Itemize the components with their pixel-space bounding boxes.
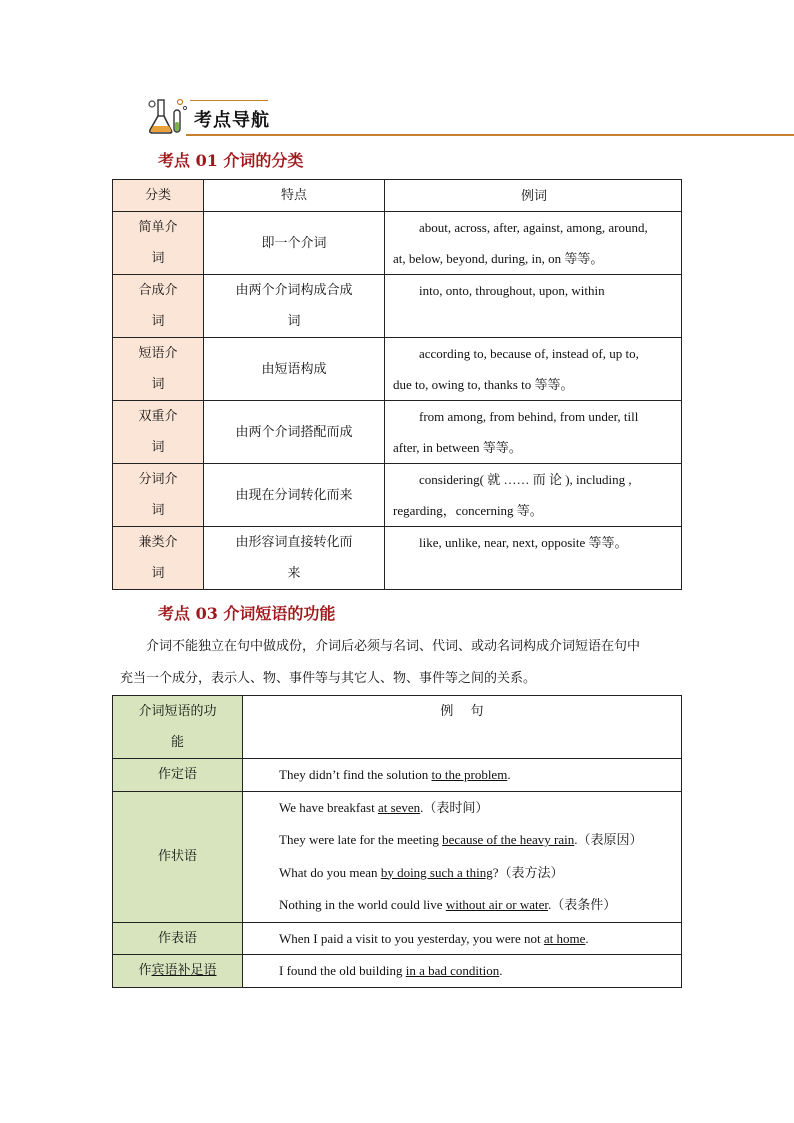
lab-flask-icon [146, 96, 190, 136]
example-sentence: They were late for the meeting because of the heavy rain.（表原因） [279, 832, 643, 848]
intro-line: 介词不能独立在句中做成份，介词后必须与名词、代词、或动名词构成介词短语在句中 [146, 639, 641, 654]
table-row [113, 212, 682, 275]
table-row [113, 759, 682, 792]
example-cell: I found the old building in a bad condition. [243, 955, 682, 988]
table-row [113, 527, 682, 590]
function-cell: 作宾语补足语 [113, 955, 243, 988]
section-header [146, 96, 794, 138]
phrase-function-table [112, 695, 682, 988]
function-cell: 作表语 [113, 922, 243, 955]
category-cell: 短语介 词 [113, 338, 204, 401]
section2-title: 考点 03 介词短语的功能 [158, 604, 336, 623]
example-sentence: Nothing in the world could live without air or water.（表条件） [279, 897, 617, 913]
feature-cell: 由形容词直接转化而 来 [204, 527, 385, 590]
category-cell: 兼类介 词 [113, 527, 204, 590]
example-cell: like, unlike, near, next, opposite 等等。 [385, 527, 682, 590]
example-cell: considering( 就 …… 而 论 ), including , regarding，concerning 等。 [385, 464, 682, 527]
example-cell: according to, because of, instead of, up to, due to, owing to, thanks to 等等。 [385, 338, 682, 401]
header-underline [186, 134, 794, 136]
example-sentence: What do you mean by doing such a thing?（表方法） [279, 864, 564, 881]
example-cell: When I paid a visit to you yesterday, you were not at home. [243, 922, 682, 955]
function-cell: 作定语 [113, 759, 243, 792]
example-cell [243, 791, 682, 922]
category-cell: 分词介 词 [113, 464, 204, 527]
header-title: 考点导航 [194, 110, 270, 131]
feature-cell: 由两个介词构成合成 词 [204, 275, 385, 338]
table-row [113, 922, 682, 955]
feature-cell: 即一个介词 [204, 212, 385, 275]
table-row [113, 464, 682, 527]
function-header-cell: 介词短语的功 能 [113, 696, 243, 759]
column-header: 分类 [113, 180, 204, 212]
feature-cell: 由短语构成 [204, 338, 385, 401]
example-cell: about, across, after, against, among, around, at, below, beyond, during, in, on 等等。 [385, 212, 682, 275]
feature-cell: 由现在分词转化而来 [204, 464, 385, 527]
intro-paragraph [120, 631, 680, 695]
example-cell: They didn’t find the solution to the problem. [243, 759, 682, 792]
table-row [113, 401, 682, 464]
feature-cell: 由两个介词搭配而成 [204, 401, 385, 464]
function-cell: 作状语 [113, 791, 243, 922]
column-header: 特点 [204, 180, 385, 212]
example-cell: into, onto, throughout, upon, within [385, 275, 682, 338]
table-header-row [113, 696, 682, 759]
intro-line: 充当一个成分，表示人、物、事件等与其它人、物、事件等之间的关系。 [120, 671, 537, 686]
category-cell: 双重介 词 [113, 401, 204, 464]
example-sentence: We have breakfast at seven.（表时间） [279, 799, 489, 816]
section1-title: 考点 01 介词的分类 [158, 151, 304, 170]
example-cell: from among, from behind, from under, till after, in between 等等。 [385, 401, 682, 464]
category-cell: 简单介 词 [113, 212, 204, 275]
table-row [113, 955, 682, 988]
table-row [113, 338, 682, 401]
header-top-rule [190, 100, 268, 101]
column-header: 例词 [385, 180, 682, 212]
preposition-classification-table [112, 179, 682, 590]
category-cell: 合成介 词 [113, 275, 204, 338]
table-row [113, 275, 682, 338]
table-row [113, 791, 682, 922]
table-header-row [113, 180, 682, 212]
example-header-cell: 例 句 [243, 696, 682, 759]
